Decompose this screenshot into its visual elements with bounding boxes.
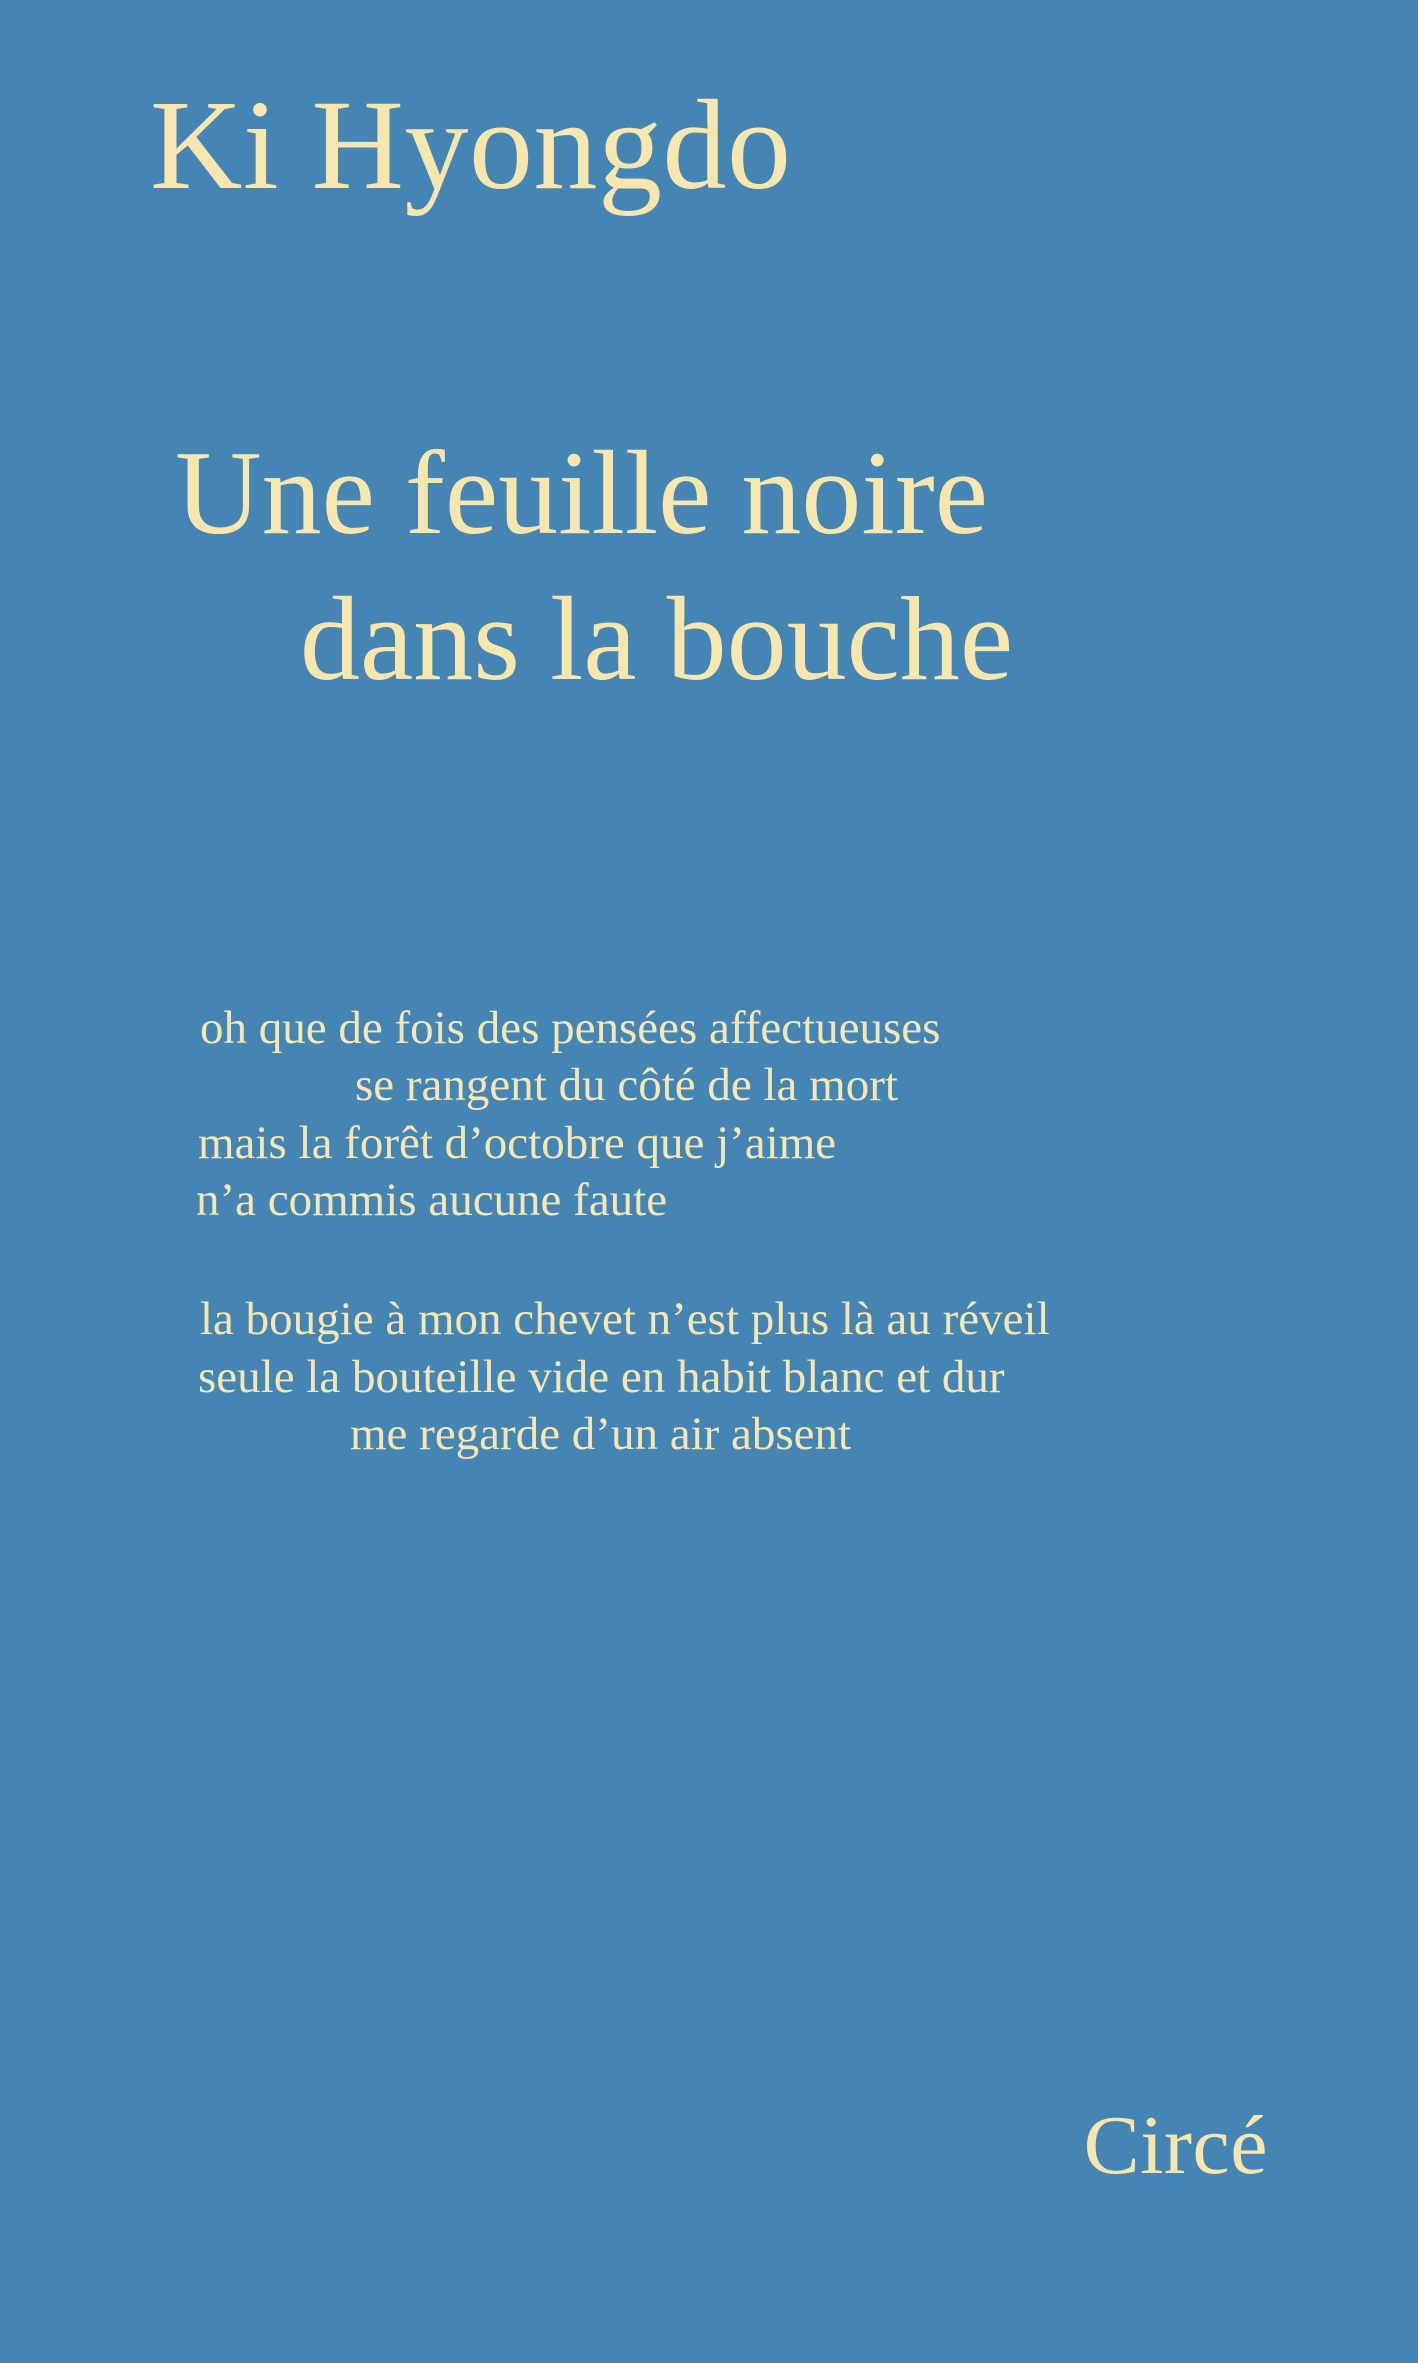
poem-line: mais la forêt d’octobre que j’aime <box>198 1116 837 1169</box>
poem-line: se rangent du côté de la mort <box>355 1059 898 1112</box>
poem-excerpt <box>150 1000 1280 1525</box>
poem-line: la bougie à mon chevet n’est plus là au réveil <box>200 1293 1050 1346</box>
book-title-line-1: Une feuille noire <box>175 426 988 559</box>
poem-line: me regarde d’un air absent <box>350 1407 852 1460</box>
book-title-line-2: dans la bouche <box>300 572 1014 706</box>
poem-stanza <box>150 1000 1280 1229</box>
poem-line: n’a commis aucune faute <box>196 1173 668 1226</box>
poem-line: seule la bouteille vide en habit blanc et dur <box>198 1350 1005 1403</box>
poem-stanza <box>150 1291 1280 1463</box>
book-title <box>150 420 1280 713</box>
author-name: Ki Hyongdo <box>150 74 792 216</box>
poem-line: oh que de fois des pensées affectueuses <box>200 1002 941 1054</box>
publisher-name: Circé <box>1083 2099 1268 2192</box>
